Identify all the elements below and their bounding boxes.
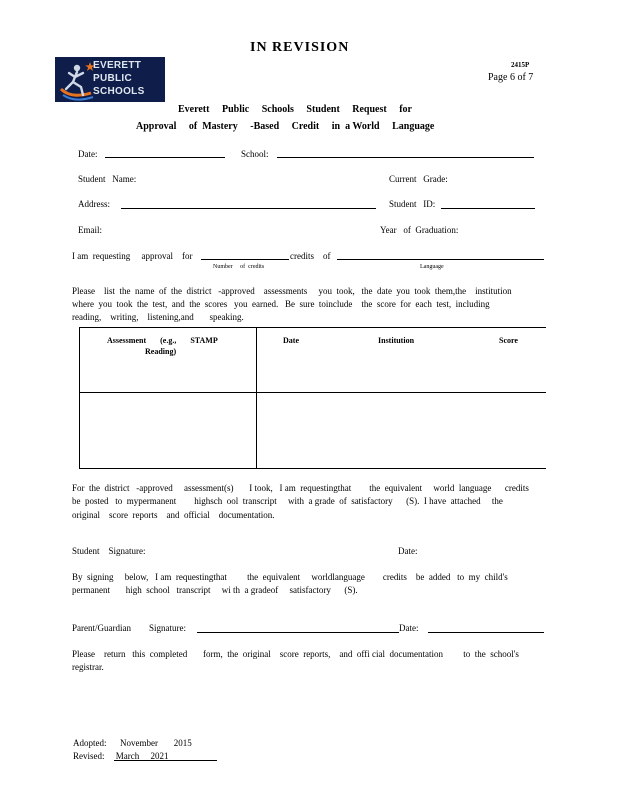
date-header: Date xyxy=(283,336,299,345)
student-signature-label: Student Signature: xyxy=(72,546,146,556)
return-note-line-1: Please return this completed form, the original score reports, and offi cial documentation to the school's xyxy=(72,649,519,659)
school-field[interactable] xyxy=(277,157,534,158)
student-id-field[interactable] xyxy=(441,208,535,209)
parent-signature-field[interactable] xyxy=(197,632,399,633)
school-district-logo xyxy=(55,57,165,102)
assessment-table xyxy=(79,327,546,469)
page-number: Page 6 of 7 xyxy=(488,72,534,83)
revised-underline xyxy=(114,760,217,761)
parent-statement-line-1: By signing below, I am requestingthat the equivalent worldlanguage credits be added to my child's xyxy=(72,572,508,582)
request-middle: credits of xyxy=(290,251,331,261)
instructions-line-1: Please list the name of the district -approved assessments you took, the date you took them,the institution xyxy=(72,286,512,296)
policy-number: 2415P xyxy=(511,61,530,69)
school-label: School: xyxy=(241,149,269,159)
statement-line-3: original score reports and official documentation. xyxy=(72,510,275,520)
revision-status: IN REVISION xyxy=(250,40,350,55)
parent-statement-line-2: permanent high school transcript wi th a gradeof satisfactory (S). xyxy=(72,585,358,595)
student-id-label: Student ID: xyxy=(389,199,436,209)
parent-signature-label: Parent/Guardian Signature: xyxy=(72,623,186,633)
request-prefix: I am requesting approval for xyxy=(72,251,193,261)
email-label: Email: xyxy=(78,225,102,235)
assessment-header-line-1: Assessment (e.g., STAMP xyxy=(107,336,218,345)
logo-line-1: EVERETT xyxy=(93,60,142,71)
language-caption: Language xyxy=(420,264,444,270)
logo-line-2: PUBLIC xyxy=(93,73,133,84)
current-grade-label: Current Grade: xyxy=(389,174,448,184)
institution-header: Institution xyxy=(378,336,415,345)
parent-signature-date-label: Date: xyxy=(399,623,419,633)
details-cell[interactable] xyxy=(258,394,545,466)
form-title-line-1: Everett Public Schools Student Request for xyxy=(178,104,412,115)
instructions-line-3: reading, writing, listening,and speaking. xyxy=(72,312,244,322)
address-label: Address: xyxy=(78,199,110,209)
logo-line-3: SCHOOLS xyxy=(93,86,145,97)
address-field[interactable] xyxy=(121,208,376,209)
language-field[interactable] xyxy=(337,259,544,260)
student-signature-date-label: Date: xyxy=(398,546,418,556)
runner-star-icon xyxy=(57,59,97,101)
return-note-line-2: registrar. xyxy=(72,662,104,672)
parent-signature-date-field[interactable] xyxy=(428,632,544,633)
graduation-year-label: Year of Graduation: xyxy=(380,225,459,235)
statement-line-1: For the district -approved assessment(s) I took, I am requestingthat the equivalent world language credits xyxy=(72,483,529,493)
student-name-label: Student Name: xyxy=(78,174,137,184)
score-header: Score xyxy=(499,336,518,345)
form-title-line-2: Approval of Mastery -Based Credit in a World Language xyxy=(136,121,435,132)
assessment-cell[interactable] xyxy=(81,394,255,466)
instructions-line-2: where you took the test, and the scores you earned. Be sure toinclude the score for each test, including xyxy=(72,299,490,309)
adopted-date: Adopted: November 2015 xyxy=(73,738,192,748)
date-field[interactable] xyxy=(105,157,225,158)
statement-line-2: be posted to mypermanent highsch ool transcript with a grade of satisfactory (S). I have attached the xyxy=(72,496,503,506)
date-label: Date: xyxy=(78,149,98,159)
assessment-header-line-2: Reading) xyxy=(145,347,177,356)
number-of-credits-field[interactable] xyxy=(201,259,289,260)
credits-caption: Number of credits xyxy=(213,264,265,270)
revised-date: Revised: March 2021 xyxy=(73,751,169,761)
